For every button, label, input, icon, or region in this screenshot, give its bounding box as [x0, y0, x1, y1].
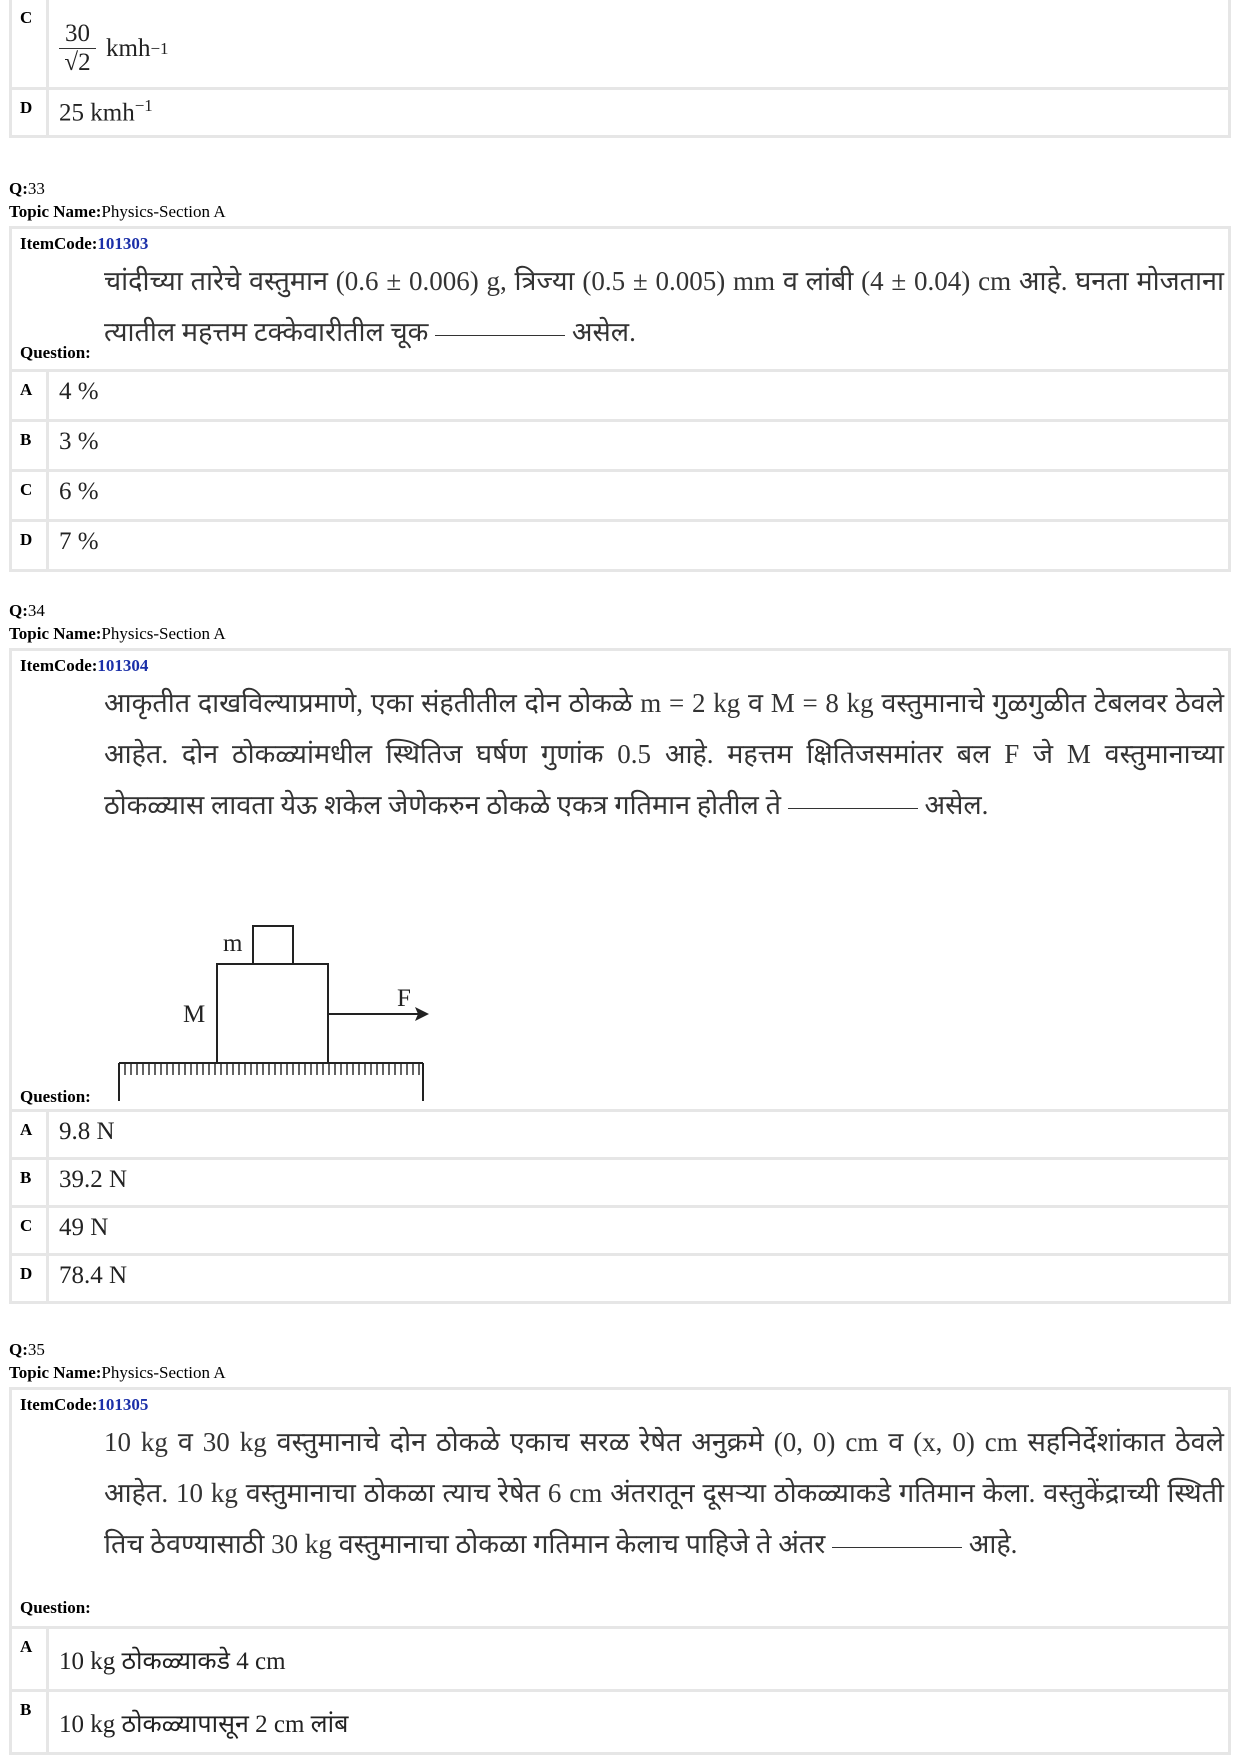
option-row[interactable]: [12, 0, 1228, 87]
question-label: Question:: [20, 1087, 91, 1106]
label-M: M: [183, 1001, 206, 1028]
question-text: 10 kg व 30 kg वस्तुमानाचे दोन ठोकळे एकाच सरळ रेषेत अनुक्रमे (0, 0) cm व (x, 0) cm सहनिर्देशांकात ठेवले आहेत. 10 kg वस्तुमानाचा ठोकळा त्याच रेषेत 6 cm अंतरातून दूसऱ्या ठोकळ्याकडे गतिमान केला. वस्तुकेंद्राच्यी स्थिती तिच ठेवण्यासाठी 30 kg वस्तुमानाचा ठोकळा गतिमान केलाच पाहिजे ते अंतर आहे.: [104, 1427, 1224, 1559]
option-letter: D: [20, 98, 33, 117]
label-F: F: [397, 985, 411, 1012]
unit: kmh: [106, 34, 151, 62]
option-row[interactable]: D 78.4 N: [12, 1256, 1228, 1301]
question-text: आकृतीत दाखविल्याप्रमाणे, एका संहतीतील दोन ठोकळे m = 2 kg व M = 8 kg वस्तुमानाचे गुळगुळीत टेबलवर ठेवले आहेत. दोन ठोकळ्यांमधील स्थितिज घर्षण गुणांक 0.5 आहे. महत्तम क्षितिजसमांतर बल F जे M वस्तुमानाच्या ठोकळ्यास लावता येऊ शकेल जेणेकरुन ठोकळे एकत्र गतिमान होतील ते असेल.: [104, 688, 1224, 820]
large-block: [217, 964, 328, 1063]
blocks-figure: [107, 911, 437, 1101]
options-box: [9, 1626, 1231, 1755]
topic-name: Physics-Section A: [101, 624, 226, 643]
question-number: 35: [27, 1340, 45, 1359]
options-box: [9, 1109, 1231, 1304]
option-text: [49, 0, 169, 87]
question-text: चांदीच्या तारेचे वस्तुमान (0.6 ± 0.006) g, त्रिज्या (0.5 ± 0.005) mm व लांबी (4 ± 0.04) cm आहे. घनता मोजताना त्यातील महत्तम टक्केवारीतील चूक असेल.: [104, 266, 1224, 347]
question-number: 34: [27, 601, 45, 620]
label-m: m: [223, 930, 243, 957]
fraction-numerator: 30: [59, 20, 96, 49]
unit-exponent: −1: [150, 38, 169, 58]
option-letter: C: [20, 8, 33, 27]
option-row[interactable]: C 6 %: [12, 472, 1228, 519]
answer-blank: [788, 807, 918, 809]
option-row[interactable]: A 4 %: [12, 372, 1228, 419]
item-code: ItemCode:101304: [20, 656, 149, 675]
option-row[interactable]: [12, 90, 1228, 135]
question-header: Q:35 Topic Name:Physics-Section A: [9, 1340, 226, 1382]
option-text: 25 kmh$^{-1}$: [59, 96, 153, 127]
question-number: 33: [27, 179, 45, 198]
options-box: [9, 369, 1231, 572]
option-row[interactable]: B 39.2 N: [12, 1160, 1228, 1205]
unit-exponent: −1: [134, 96, 153, 115]
question-label: Question:: [20, 1598, 91, 1617]
option-row[interactable]: C 49 N: [12, 1208, 1228, 1253]
option-row[interactable]: D 7 %: [12, 522, 1228, 569]
question-label: Question:: [20, 343, 91, 362]
answer-blank: [435, 334, 565, 336]
ground-hatching: [125, 1063, 419, 1075]
prev-options: [9, 0, 1231, 138]
option-row[interactable]: B 10 kg ठोकळ्यापासून 2 cm लांब: [12, 1692, 1228, 1752]
fraction-denominator: √2: [64, 49, 91, 76]
topic-name: Physics-Section A: [101, 1363, 226, 1382]
option-row[interactable]: A 10 kg ठोकळ्याकडे 4 cm: [12, 1629, 1228, 1689]
question-header: Q:34 Topic Name:Physics-Section A: [9, 601, 226, 643]
option-row[interactable]: B 3 %: [12, 422, 1228, 469]
item-code: ItemCode:101305: [20, 1395, 149, 1414]
topic-name: Physics-Section A: [101, 202, 226, 221]
item-code: ItemCode:101303: [20, 234, 149, 253]
question-header: Q:33 Topic Name:Physics-Section A: [9, 179, 226, 221]
small-block: [253, 926, 293, 964]
option-row[interactable]: A 9.8 N: [12, 1112, 1228, 1157]
question-box: [9, 1387, 1231, 1629]
answer-blank: [832, 1546, 962, 1548]
question-box: [9, 648, 1231, 1112]
question-box: [9, 226, 1231, 372]
